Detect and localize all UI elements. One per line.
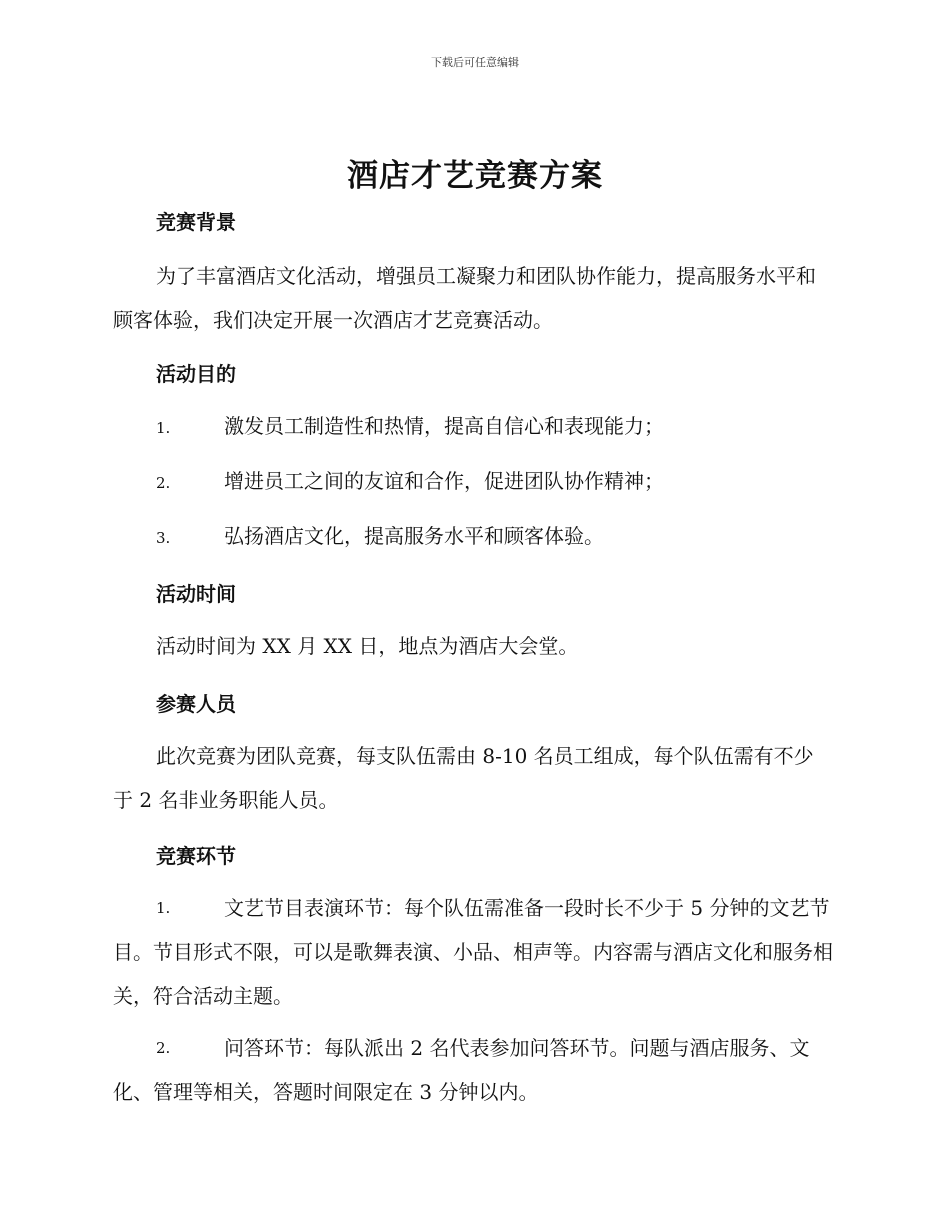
heading-rounds: 竞赛环节 xyxy=(156,844,236,868)
heading-purpose: 活动目的 xyxy=(156,362,236,386)
heading-participants: 参赛人员 xyxy=(156,692,236,716)
rounds-list-item xyxy=(113,886,833,1018)
list-text: 激发员工制造性和热情，提高自信心和表现能力； xyxy=(224,414,664,438)
list-number: 2. xyxy=(156,474,171,492)
list-text: 增进员工之间的友谊和合作，促进团队协作精神； xyxy=(224,469,664,493)
paragraph-time: 活动时间为 XX 月 XX 日，地点为酒店大会堂。 xyxy=(156,634,579,658)
list-number: 1. xyxy=(156,419,171,437)
heading-time: 活动时间 xyxy=(156,582,236,606)
list-text: 弘扬酒店文化，提高服务水平和顾客体验。 xyxy=(224,524,604,548)
list-text: 问答环节：每队派出 2 名代表参加问答环节。问题与酒店服务、文化、管理等相关，答题时间限定在 3 分钟以内。 xyxy=(113,1036,810,1104)
paragraph-participants: 此次竞赛为团队竞赛，每支队伍需由 8-10 名员工组成，每个队伍需有不少于 2 名非业务职能人员。 xyxy=(113,744,814,812)
rounds-list-item xyxy=(113,1026,833,1114)
document-title: 酒店才艺竞赛方案 xyxy=(347,158,603,194)
list-number: 3. xyxy=(156,529,171,547)
list-text: 文艺节目表演环节：每个队伍需准备一段时长不少于 5 分钟的文艺节目。节目形式不限，可以是歌舞表演、小品、相声等。内容需与酒店文化和服务相关，符合活动主题。 xyxy=(113,896,833,1008)
heading-background: 竞赛背景 xyxy=(156,210,236,234)
list-number: 1. xyxy=(156,899,171,917)
list-number: 2. xyxy=(156,1039,171,1057)
paragraph-background: 为了丰富酒店文化活动，增强员工凝聚力和团队协作能力，提高服务水平和顾客体验，我们决定开展一次酒店才艺竞赛活动。 xyxy=(113,264,816,332)
header-note: 下载后可任意编辑 xyxy=(431,56,519,69)
